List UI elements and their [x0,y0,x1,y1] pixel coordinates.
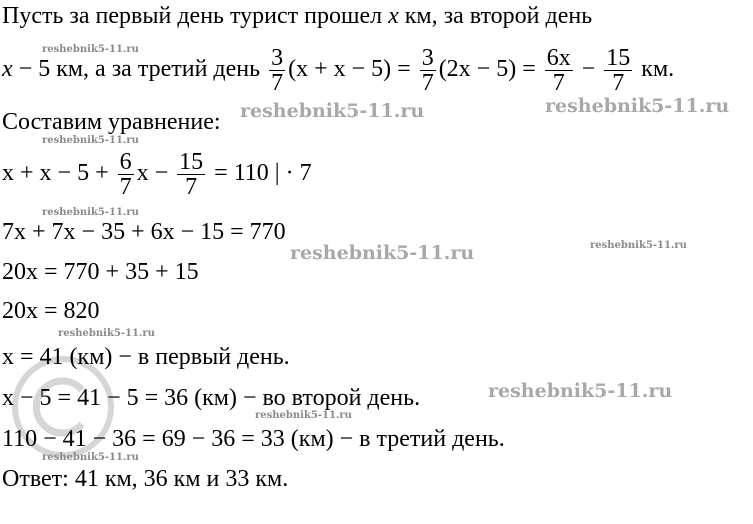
result-line-9: x − 5 = 41 − 5 = 36 (км) − во второй день. [2,385,421,411]
text-line-3: Составим уравнение: [2,109,221,135]
watermark-small-text: reshebnik5-11.ru [255,410,352,421]
watermark-small-text: reshebnik5-11.ru [42,207,139,218]
fraction-15-7: $\frac{15}{7}$ [606,45,631,96]
equation-line-5: 7x + 7x − 35 + 6x − 15 = 770 [2,219,286,245]
fraction-3-7-b: $\frac{3}{7}$ [421,45,434,96]
watermark-text: reshebnik5-11.ru [488,380,673,402]
fraction-3-7: $\frac{3}{7}$ [271,45,284,96]
result-line-10: 110 − 41 − 36 = 69 − 36 = 33 (км) − в третий день. [2,426,505,452]
fraction-15-7-b: $\frac{15}{7}$ [179,149,204,200]
fraction-6x-7: $\frac{6x}{7}$ [546,45,571,96]
fraction-6-7: $\frac{6}{7}$ [119,149,132,200]
watermark-text: reshebnik5-11.ru [290,242,475,264]
equation-line-4: x + x − 5 + $\frac{6}{7}$ x − $\frac{15}{7}$ = 110 | · 7 [2,149,312,200]
text-line-2: x − 5 км, а за третий день $\frac{3}{7}$ (x + x − 5) = $\frac{3}{7}$ (2x − 5) = $\frac{6x}{7}$ − $\frac{15}{7}$ км. [2,45,675,96]
watermark-small-text: reshebnik5-11.ru [42,135,139,146]
watermark-text: reshebnik5-11.ru [545,95,730,117]
equation-line-6: 20x = 770 + 35 + 15 [2,259,199,285]
watermark-small-text: reshebnik5-11.ru [42,452,139,463]
answer-line: Ответ: 41 км, 36 км и 33 км. [2,466,289,492]
watermark-small-text: reshebnik5-11.ru [590,240,687,251]
watermark-small-text: reshebnik5-11.ru [58,328,155,339]
equation-line-7: 20x = 820 [2,298,100,324]
result-line-8: x = 41 (км) − в первый день. [2,344,290,370]
watermark-small-text: reshebnik5-11.ru [42,44,139,55]
watermark-text: reshebnik5-11.ru [240,100,425,122]
text-line-1: Пусть за первый день турист прошел x км, за второй день [2,3,593,29]
